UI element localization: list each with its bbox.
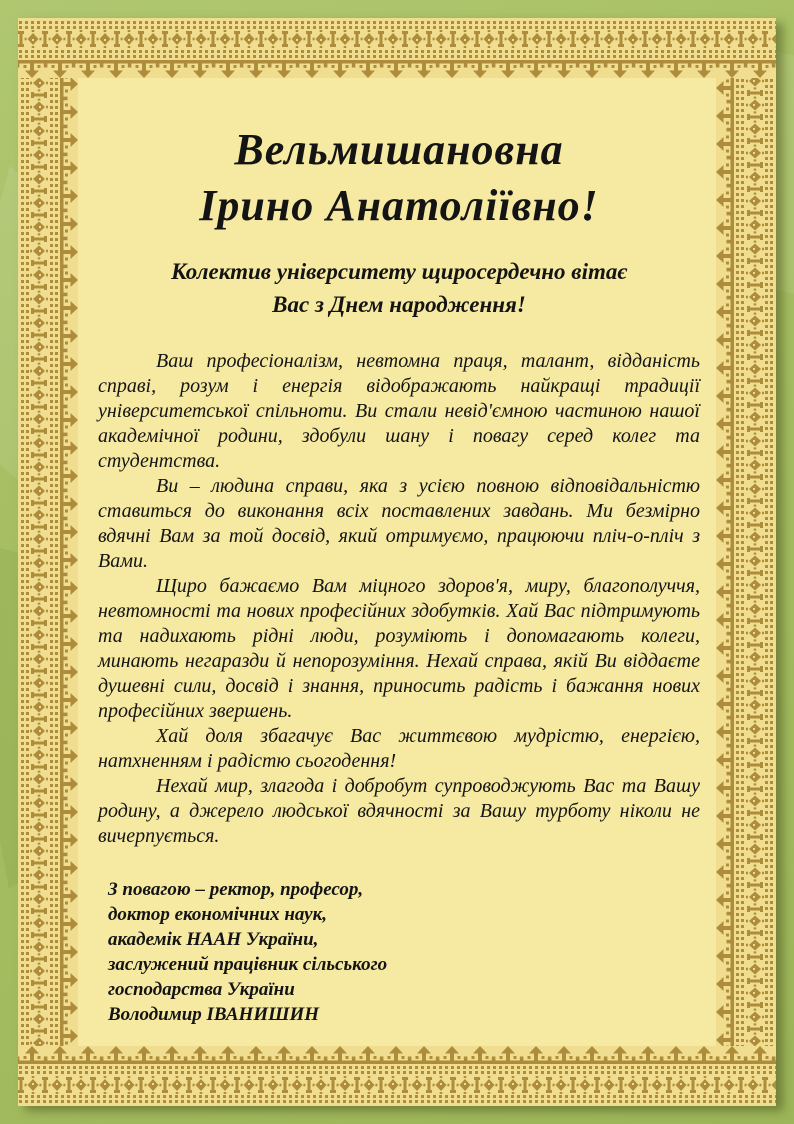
signature-line: господарства України — [108, 979, 295, 1001]
signature-line: доктор економічних наук, — [108, 904, 327, 926]
signature-line: Володимир ІВАНИШИН — [108, 1004, 320, 1026]
signature-line: заслужений працівник сільського — [108, 954, 388, 976]
signature-block — [108, 877, 700, 1027]
title-line-1: Вельмишановна — [234, 125, 564, 174]
title-line-2: Ірино Анатоліївно! — [199, 181, 599, 231]
signature-line: З повагою – ректор, професор, — [108, 879, 364, 901]
card-content — [78, 78, 716, 1046]
greeting-title — [98, 122, 700, 235]
greeting-body — [98, 349, 700, 849]
greeting-card — [18, 18, 776, 1106]
body-paragraph: Ви – людина справи, яка з усією повною відповідальністю ставиться до виконання всіх поставлених завдань. Ми безмірно вдячні Вам за той досвід, який отримуємо, працюючи пліч-о-пліч з Вами. — [98, 475, 700, 573]
body-paragraph: Хай доля збагачує Вас життєвою мудрістю, енергією, натхненням і радістю сьогодення! — [98, 725, 700, 773]
body-paragraph: Ваш професіоналізм, невтомна праця, талант, відданість справі, розум і енергія відображають найкращі традиції університетської спільноти. Ви стали невід'ємною частиною нашої академічної родини, здобули шану і повагу серед колег та студентства. — [98, 350, 700, 473]
signature-line: академік НААН України, — [108, 929, 319, 951]
body-paragraph: Нехай мир, злагода і добробут супроводжують Вас та Вашу родину, а джерело людської вдячності за Вашу турботу ніколи не вичерпується. — [98, 775, 700, 848]
subtitle-line-1: Колектив університету щиросердечно вітає — [171, 258, 627, 284]
subtitle-line-2: Вас з Днем народження! — [272, 291, 526, 317]
body-paragraph: Щиро бажаємо Вам міцного здоров'я, миру, благополуччя, невтомності та нових професійних здобутків. Хай Вас підтримують та надихають рідні люди, розуміють і допомагають колеги, минають негаразди й непорозуміння. Нехай справа, якій Ви віддаєте душевні сили, досвід і знання, приносить радість і бажання нових професійних звершень. — [98, 575, 700, 723]
greeting-subtitle — [98, 255, 700, 322]
